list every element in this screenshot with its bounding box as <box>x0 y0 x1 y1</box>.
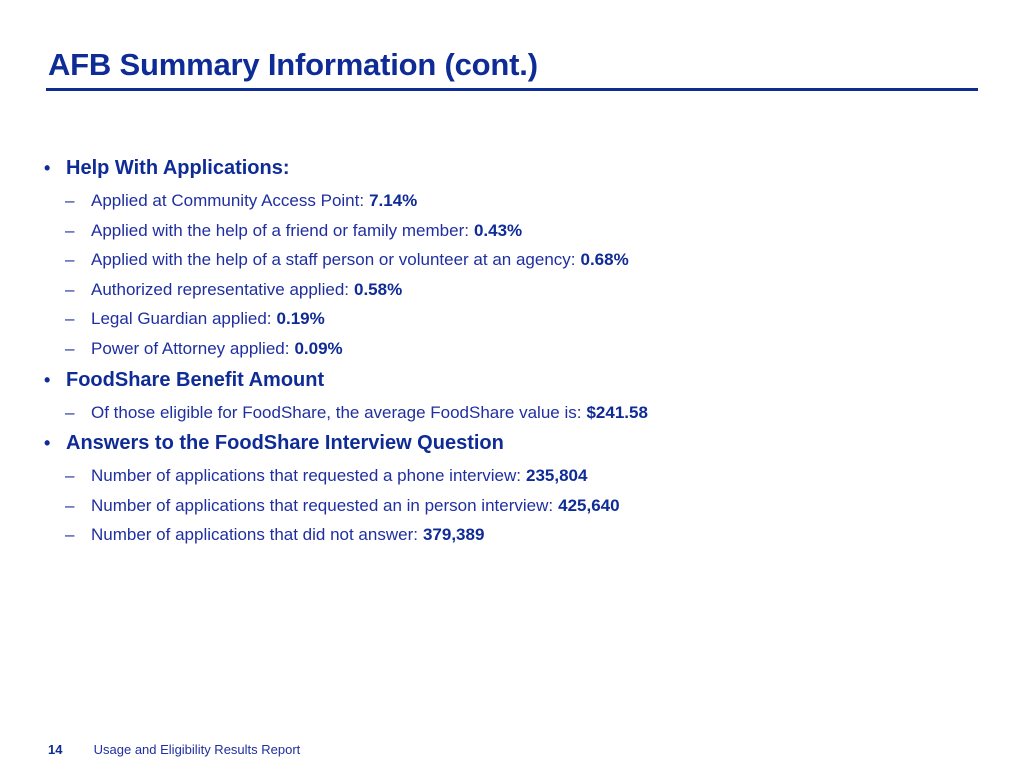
item-label: Number of applications that requested an in person interview: <box>91 495 554 515</box>
item-label: Applied with the help of a friend or family member: <box>91 220 469 240</box>
item-value: 0.19% <box>276 309 325 329</box>
list-item <box>44 221 984 251</box>
list-item <box>44 250 984 280</box>
item-value: 0.09% <box>294 338 343 358</box>
page-number: 14 <box>48 742 63 757</box>
item-value: 0.58% <box>354 279 403 299</box>
item-label: Power of Attorney applied: <box>91 338 290 358</box>
list-item <box>44 525 984 555</box>
item-value: 0.68% <box>580 250 629 270</box>
dash-icon: – <box>65 466 75 486</box>
section-heading-interview-question <box>44 432 984 466</box>
title-underline <box>46 88 978 91</box>
report-title: Usage and Eligibility Results Report <box>93 742 301 757</box>
dash-icon: – <box>65 309 75 329</box>
section-heading-text: Answers to the FoodShare Interview Question <box>66 432 504 455</box>
section-heading-help-with-applications <box>44 157 984 191</box>
item-label: Legal Guardian applied: <box>91 309 272 329</box>
bullet-icon: • <box>44 158 51 178</box>
item-label: Number of applications that requested a phone interview: <box>91 466 521 486</box>
item-label: Authorized representative applied: <box>91 279 349 299</box>
list-item <box>44 280 984 310</box>
item-label: Number of applications that did not answer: <box>91 525 418 545</box>
dash-icon: – <box>65 338 75 358</box>
dash-icon: – <box>65 495 75 515</box>
footer <box>48 742 300 757</box>
dash-icon: – <box>65 191 75 210</box>
item-value: $241.58 <box>586 402 648 422</box>
section-heading-text: Help With Applications: <box>66 157 290 179</box>
list-item <box>44 466 984 496</box>
section-heading-text: FoodShare Benefit Amount <box>66 368 325 391</box>
item-value: 7.14% <box>369 191 418 210</box>
slide-content <box>44 157 984 555</box>
item-value: 0.43% <box>473 220 523 240</box>
list-item <box>44 403 984 433</box>
item-value: 379,389 <box>422 525 485 545</box>
item-value: 425,640 <box>558 495 620 515</box>
dash-icon: – <box>65 402 75 422</box>
item-label: Of those eligible for FoodShare, the average FoodShare value is: <box>91 402 582 422</box>
list-item <box>44 339 984 369</box>
bullet-icon: • <box>44 369 51 390</box>
item-label: Applied with the help of a staff person or volunteer at an agency: <box>91 250 576 270</box>
dash-icon: – <box>65 220 75 240</box>
bullet-icon: • <box>44 433 51 454</box>
list-item <box>44 496 984 526</box>
dash-icon: – <box>65 525 75 545</box>
dash-icon: – <box>65 250 75 270</box>
page-title: AFB Summary Information (cont.) <box>48 47 538 82</box>
item-value: 235,804 <box>525 466 588 486</box>
list-item <box>44 309 984 339</box>
section-heading-foodshare-benefit-amount <box>44 369 984 403</box>
dash-icon: – <box>65 279 75 299</box>
item-label: Applied at Community Access Point: <box>91 191 365 210</box>
list-item <box>44 191 984 221</box>
